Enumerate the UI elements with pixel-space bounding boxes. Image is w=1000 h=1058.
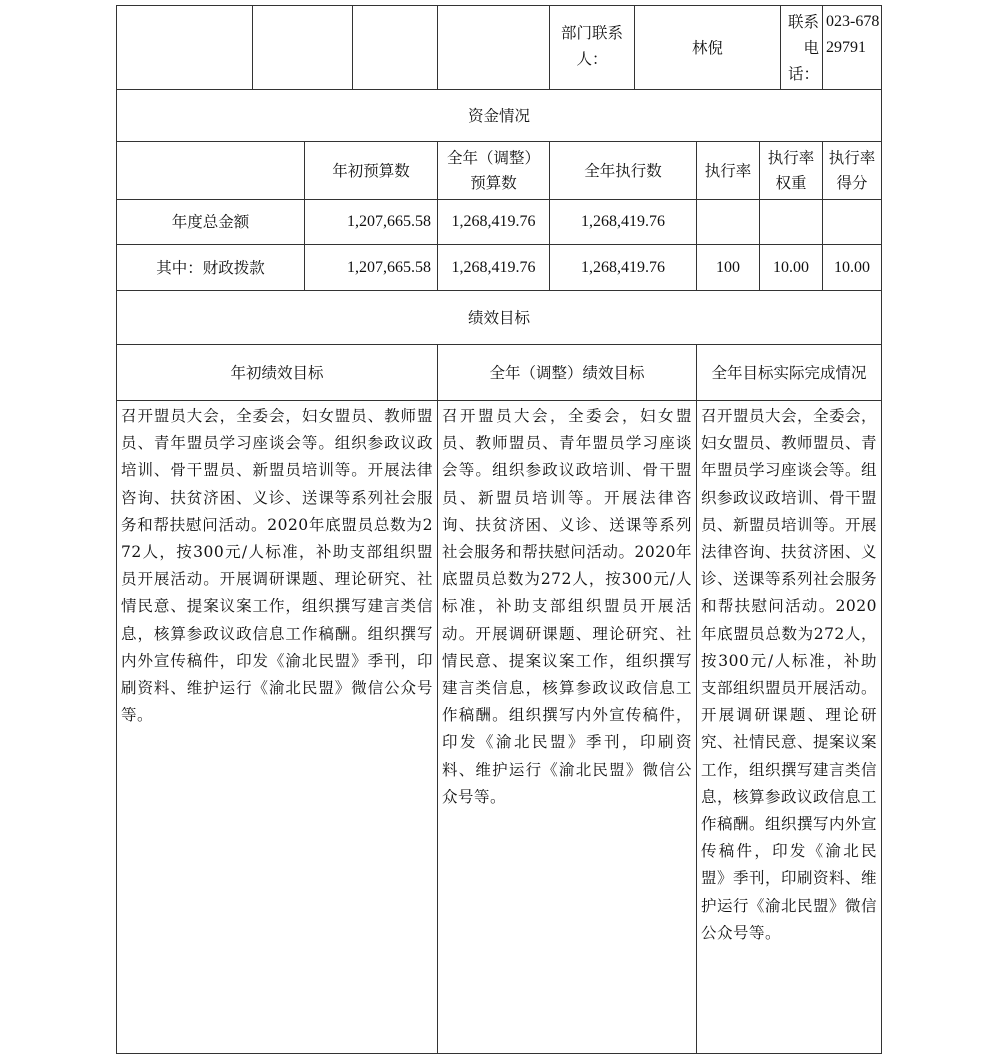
perf-header-initial-cell xyxy=(116,344,438,401)
row-fiscal-rate: 100 xyxy=(716,258,740,276)
header-adjusted-budget-cell xyxy=(437,141,550,200)
perf-actual-text-cell xyxy=(696,400,882,1054)
row-fiscal-adjusted: 1,268,419.76 xyxy=(451,258,536,276)
empty-cell-2 xyxy=(252,5,353,90)
header-rate-cell xyxy=(696,141,760,200)
row-fiscal-initial: 1,207,665.58 xyxy=(347,258,431,276)
header-initial-budget-cell xyxy=(304,141,438,200)
header-rate: 执行率 xyxy=(704,161,752,180)
row-fiscal-adjusted-cell xyxy=(437,244,550,291)
phone-value-cell xyxy=(822,5,882,90)
perf-actual-text: 召开盟员大会，全委会，妇女盟员、教师盟员、青年盟员学习座谈会等。组织参政议政培训、骨干盟员、新盟员培训等。开展法律咨询、扶贫济困、义诊、送课等系列社会服务和帮扶慰问活动。2020年底盟员总数为272人，按300元/人标准，补助支部组织盟员开展活动。开展调研课题、理论研究、社情民意、提案议案工作，组织撰写建言类信息，核算参政议政信息工作稿酬。组织撰写内外宣传稿件，印发《渝北民盟》季刊，印刷资料、维护运行《渝北民盟》微信公众号等。 xyxy=(701,407,878,942)
row-fiscal-initial-cell xyxy=(304,244,438,291)
row-total-initial: 1,207,665.58 xyxy=(347,213,431,230)
perf-header-actual: 全年目标实际完成情况 xyxy=(711,363,867,382)
row-total-initial-cell xyxy=(304,199,438,245)
row-fiscal-label: 其中：财政拨款 xyxy=(156,258,265,277)
row-total-execution: 1,268,419.76 xyxy=(581,213,665,230)
header-initial-budget: 年初预算数 xyxy=(332,161,410,180)
header-adjusted-budget: 全年（调整）预算数 xyxy=(446,148,540,192)
row-fiscal-label-cell xyxy=(116,244,305,291)
perf-adjusted-text-cell xyxy=(437,400,697,1054)
dept-contact-name: 林倪 xyxy=(691,38,723,57)
row-fiscal-execution: 1,268,419.76 xyxy=(581,258,665,276)
funds-section-title: 资金情况 xyxy=(467,106,530,125)
header-execution: 全年执行数 xyxy=(584,161,662,180)
row-total-weight-cell xyxy=(759,199,823,245)
header-execution-cell xyxy=(549,141,697,200)
dept-contact-name-cell xyxy=(634,5,781,90)
row-total-label: 年度总金额 xyxy=(171,213,250,231)
header-weight-cell xyxy=(759,141,823,200)
funds-section-title-cell xyxy=(116,89,882,142)
row-fiscal-execution-cell xyxy=(549,244,697,291)
perf-header-actual-cell xyxy=(696,344,882,401)
dept-contact-label-cell xyxy=(549,5,635,90)
row-total-score-cell xyxy=(822,199,882,245)
empty-cell-3 xyxy=(352,5,438,90)
row-fiscal-weight: 10.00 xyxy=(773,258,809,276)
row-fiscal-weight-cell xyxy=(759,244,823,291)
row-total-execution-cell xyxy=(549,199,697,245)
performance-section-title: 绩效目标 xyxy=(467,308,530,327)
performance-table xyxy=(116,5,882,1054)
phone-label: 联系电话： xyxy=(787,13,819,83)
empty-cell-1 xyxy=(116,5,253,90)
row-fiscal-score-cell xyxy=(822,244,882,291)
empty-cell-4 xyxy=(437,5,550,90)
perf-header-adjusted-cell xyxy=(437,344,697,401)
performance-section-title-cell xyxy=(116,290,882,345)
row-total-rate-cell xyxy=(696,199,760,245)
funds-header-blank xyxy=(116,141,305,200)
phone-label-cell xyxy=(780,5,823,90)
header-score: 执行率得分 xyxy=(828,148,876,192)
perf-header-initial: 年初绩效目标 xyxy=(230,363,324,382)
dept-contact-label: 部门联系人： xyxy=(560,24,623,68)
row-total-adjusted: 1,268,419.76 xyxy=(451,213,536,230)
row-total-label-cell xyxy=(116,199,305,245)
perf-header-adjusted: 全年（调整）绩效目标 xyxy=(489,363,645,382)
header-weight: 执行率权重 xyxy=(767,148,815,192)
perf-initial-text-cell xyxy=(116,400,438,1054)
perf-initial-text: 召开盟员大会，全委会，妇女盟员、教师盟员、青年盟员学习座谈会等。组织参政议政培训、骨干盟员、新盟员培训等。开展法律咨询、扶贫济困、义诊、送课等系列社会服务和帮扶慰问活动。2020年底盟员总数为272人，按300元/人标准，补助支部组织盟员开展活动。开展调研课题、理论研究、社情民意、提案议案工作，组织撰写建言类信息，核算参政议政信息工作稿酬。组织撰写内外宣传稿件，印发《渝北民盟》季刊，印刷资料、维护运行《渝北民盟》微信公众号等。 xyxy=(121,407,433,725)
phone-value: 023-67829791 xyxy=(826,13,880,56)
header-score-cell xyxy=(822,141,882,200)
row-fiscal-score: 10.00 xyxy=(834,258,870,276)
row-fiscal-rate-cell xyxy=(696,244,760,291)
row-total-adjusted-cell xyxy=(437,199,550,245)
perf-adjusted-text: 召开盟员大会，全委会，妇女盟员、教师盟员、青年盟员学习座谈会等。组织参政议政培训、骨干盟员、新盟员培训等。开展法律咨询、扶贫济困、义诊、送课等系列社会服务和帮扶慰问活动。2020年底盟员总数为272人，按300元/人标准，补助支部组织盟员开展活动。开展调研课题、理论研究、社情民意、提案议案工作，组织撰写建言类信息，核算参政议政信息工作稿酬。组织撰写内外宣传稿件，印发《渝北民盟》季刊，印刷资料、维护运行《渝北民盟》微信公众号等。 xyxy=(442,407,692,806)
